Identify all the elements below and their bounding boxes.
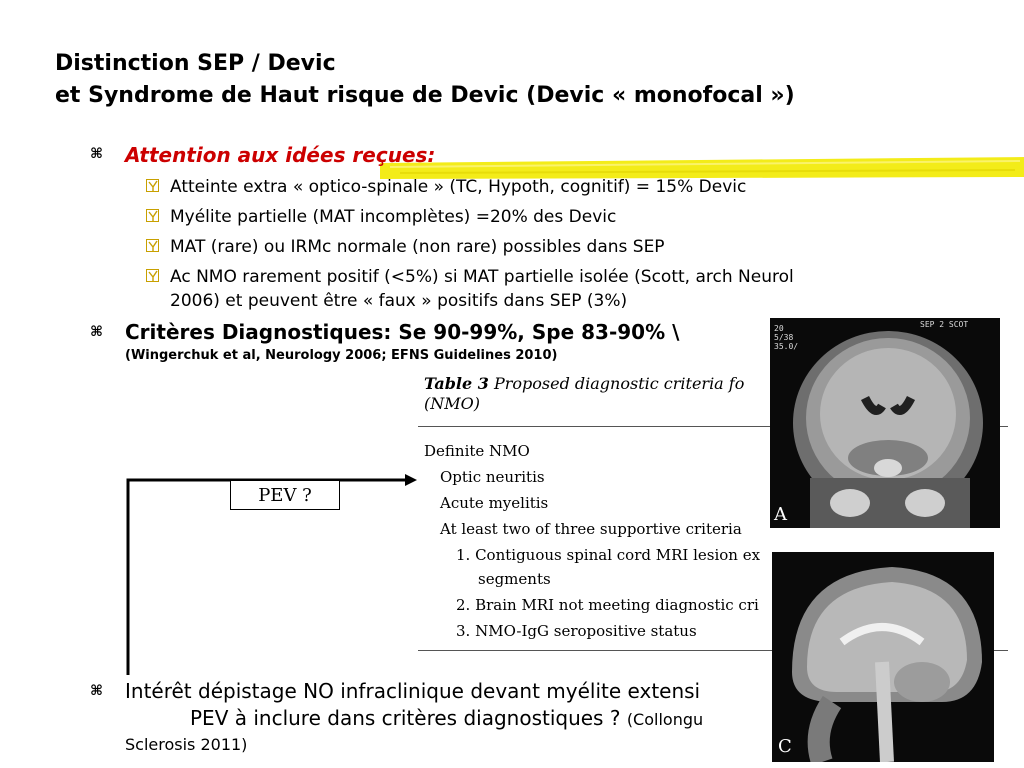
checkbox-icon — [146, 209, 159, 222]
table-caption-line2: (NMO) — [424, 394, 480, 413]
table-row: Optic neuritis — [440, 468, 545, 486]
section3-line2 — [190, 706, 703, 732]
mri-overlay-text: SEP 2 — [920, 320, 945, 329]
mri-sagittal-drawing — [772, 552, 994, 762]
section1-item-cont: 2006) et peuvent être « faux » positifs dans SEP (3%) — [170, 291, 628, 311]
mri-overlay-text: 5/38 — [774, 333, 794, 342]
mri-overlay-text: SCOT — [948, 320, 969, 329]
section3-line2-main: PEV à inclure dans critères diagnostiques ? — [190, 706, 627, 730]
section1-item: MAT (rare) ou IRMc normale (non rare) possibles dans SEP — [170, 237, 665, 257]
mri-overlay-right — [920, 320, 968, 329]
section1-item: Ac NMO rarement positif (<5%) si MAT partielle isolée (Scott, arch Neurol — [170, 267, 794, 287]
mri-overlay-text: 35.0/ — [774, 342, 799, 351]
bullet-icon: ⌘ — [90, 683, 103, 699]
mri-label-a: A — [774, 504, 787, 525]
section2-heading: Critères Diagnostiques: Se 90-99%, Spe 83-90% \ — [125, 320, 680, 344]
mri-coronal-drawing — [770, 318, 1000, 528]
table-caption-text: Proposed diagnostic criteria fo — [488, 374, 745, 393]
checkbox-icon — [146, 239, 159, 252]
table-row: 1. Contiguous spinal cord MRI lesion ex — [456, 546, 761, 564]
table-row: segments — [478, 570, 551, 588]
section2-reference: (Wingerchuk et al, Neurology 2006; EFNS Guidelines 2010) — [125, 348, 558, 363]
table-caption-label: Table 3 — [424, 374, 489, 393]
table-row: 2. Brain MRI not meeting diagnostic cri — [456, 596, 759, 614]
mri-overlay-text: 20 — [774, 324, 784, 333]
section1-item: Atteinte extra « optico-spinale » (TC, Hypoth, cognitif) = 15% Devic — [170, 177, 747, 197]
section1-item: Myélite partielle (MAT incomplètes) =20% des Devic — [170, 207, 617, 227]
bullet-icon: ⌘ — [90, 324, 103, 340]
mri-sagittal-image — [772, 552, 994, 762]
section3-line3: Sclerosis 2011) — [125, 735, 248, 754]
table-row: At least two of three supportive criteria — [440, 520, 742, 538]
table-row: 3. NMO-IgG seropositive status — [456, 622, 697, 640]
section3-line1: Intérêt dépistage NO infraclinique devant myélite extensi — [125, 679, 701, 703]
checkbox-icon — [146, 179, 159, 192]
table-row: Acute myelitis — [440, 494, 549, 512]
mri-overlay-left — [774, 324, 798, 351]
table-row: Definite NMO — [424, 442, 530, 460]
title-line-2: et Syndrome de Haut risque de Devic (Devic « monofocal ») — [55, 83, 795, 108]
pev-box: PEV ? — [230, 480, 340, 510]
table-caption — [424, 374, 744, 414]
mri-label-c: C — [778, 736, 792, 757]
section1-heading: Attention aux idées reçues: — [125, 143, 436, 167]
bullet-icon: ⌘ — [90, 146, 103, 162]
mri-coronal-image — [770, 318, 1000, 528]
section3-line2-ref: (Collongu — [626, 710, 704, 729]
title-line-1: Distinction SEP / Devic — [55, 51, 336, 76]
checkbox-icon — [146, 269, 159, 282]
page-title — [55, 48, 795, 112]
